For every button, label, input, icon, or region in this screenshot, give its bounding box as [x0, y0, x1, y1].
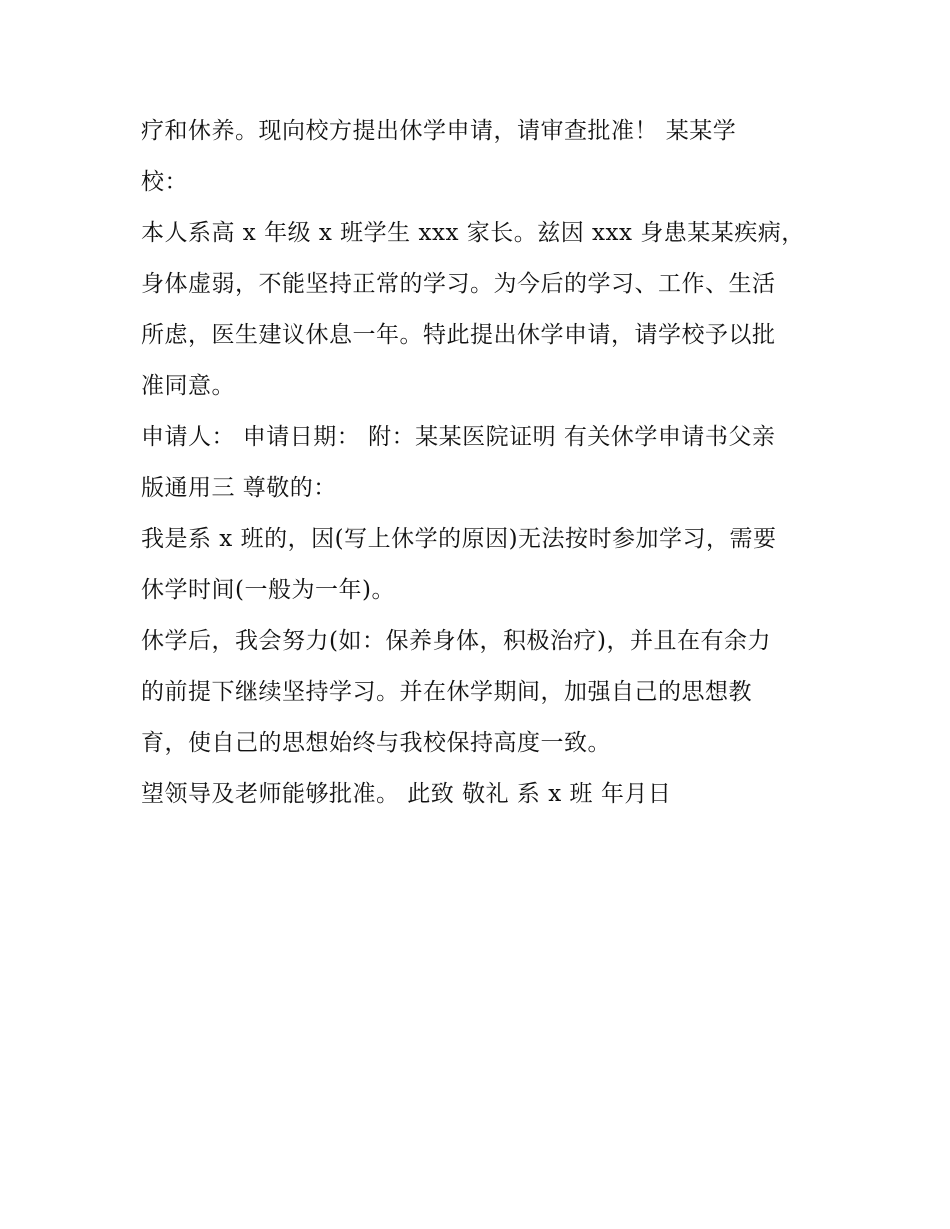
text-line: 版通用三 尊敬的： — [141, 475, 337, 501]
text-line: 本人系高 x 年级 x 班学生 xxx 家长。兹因 xxx 身患某某疾病， — [141, 220, 805, 246]
text-line: 所虑，医生建议休息一年。特此提出休学申请，请学校予以批 — [141, 322, 776, 348]
text-line: 休学时间(一般为一年)。 — [141, 577, 395, 603]
text-line: 育，使自己的思想始终与我校保持高度一致。 — [141, 730, 611, 756]
text-line: 的前提下继续坚持学习。并在休学期间，加强自己的思想教 — [141, 679, 752, 705]
text-line: 我是系 x 班的，因(写上休学的原因)无法按时参加学习，需要 — [141, 526, 777, 552]
text-line: 休学后，我会努力(如：保养身体，积极治疗)，并且在有余力 — [141, 628, 771, 654]
text-line: 身体虚弱，不能坚持正常的学习。为今后的学习、工作、生活 — [141, 271, 776, 297]
document-body — [141, 106, 821, 820]
text-line: 申请人： 申请日期： 附：某某医院证明 有关休学申请书父亲 — [141, 424, 776, 450]
text-line: 疗和休养。现向校方提出休学申请，请审查批准！ 某某学 — [141, 118, 737, 144]
text-line: 校： — [141, 169, 188, 195]
text-line: 准同意。 — [141, 373, 235, 399]
text-line: 望领导及老师能够批准。 此致 敬礼 系 x 班 年月日 — [141, 781, 672, 807]
